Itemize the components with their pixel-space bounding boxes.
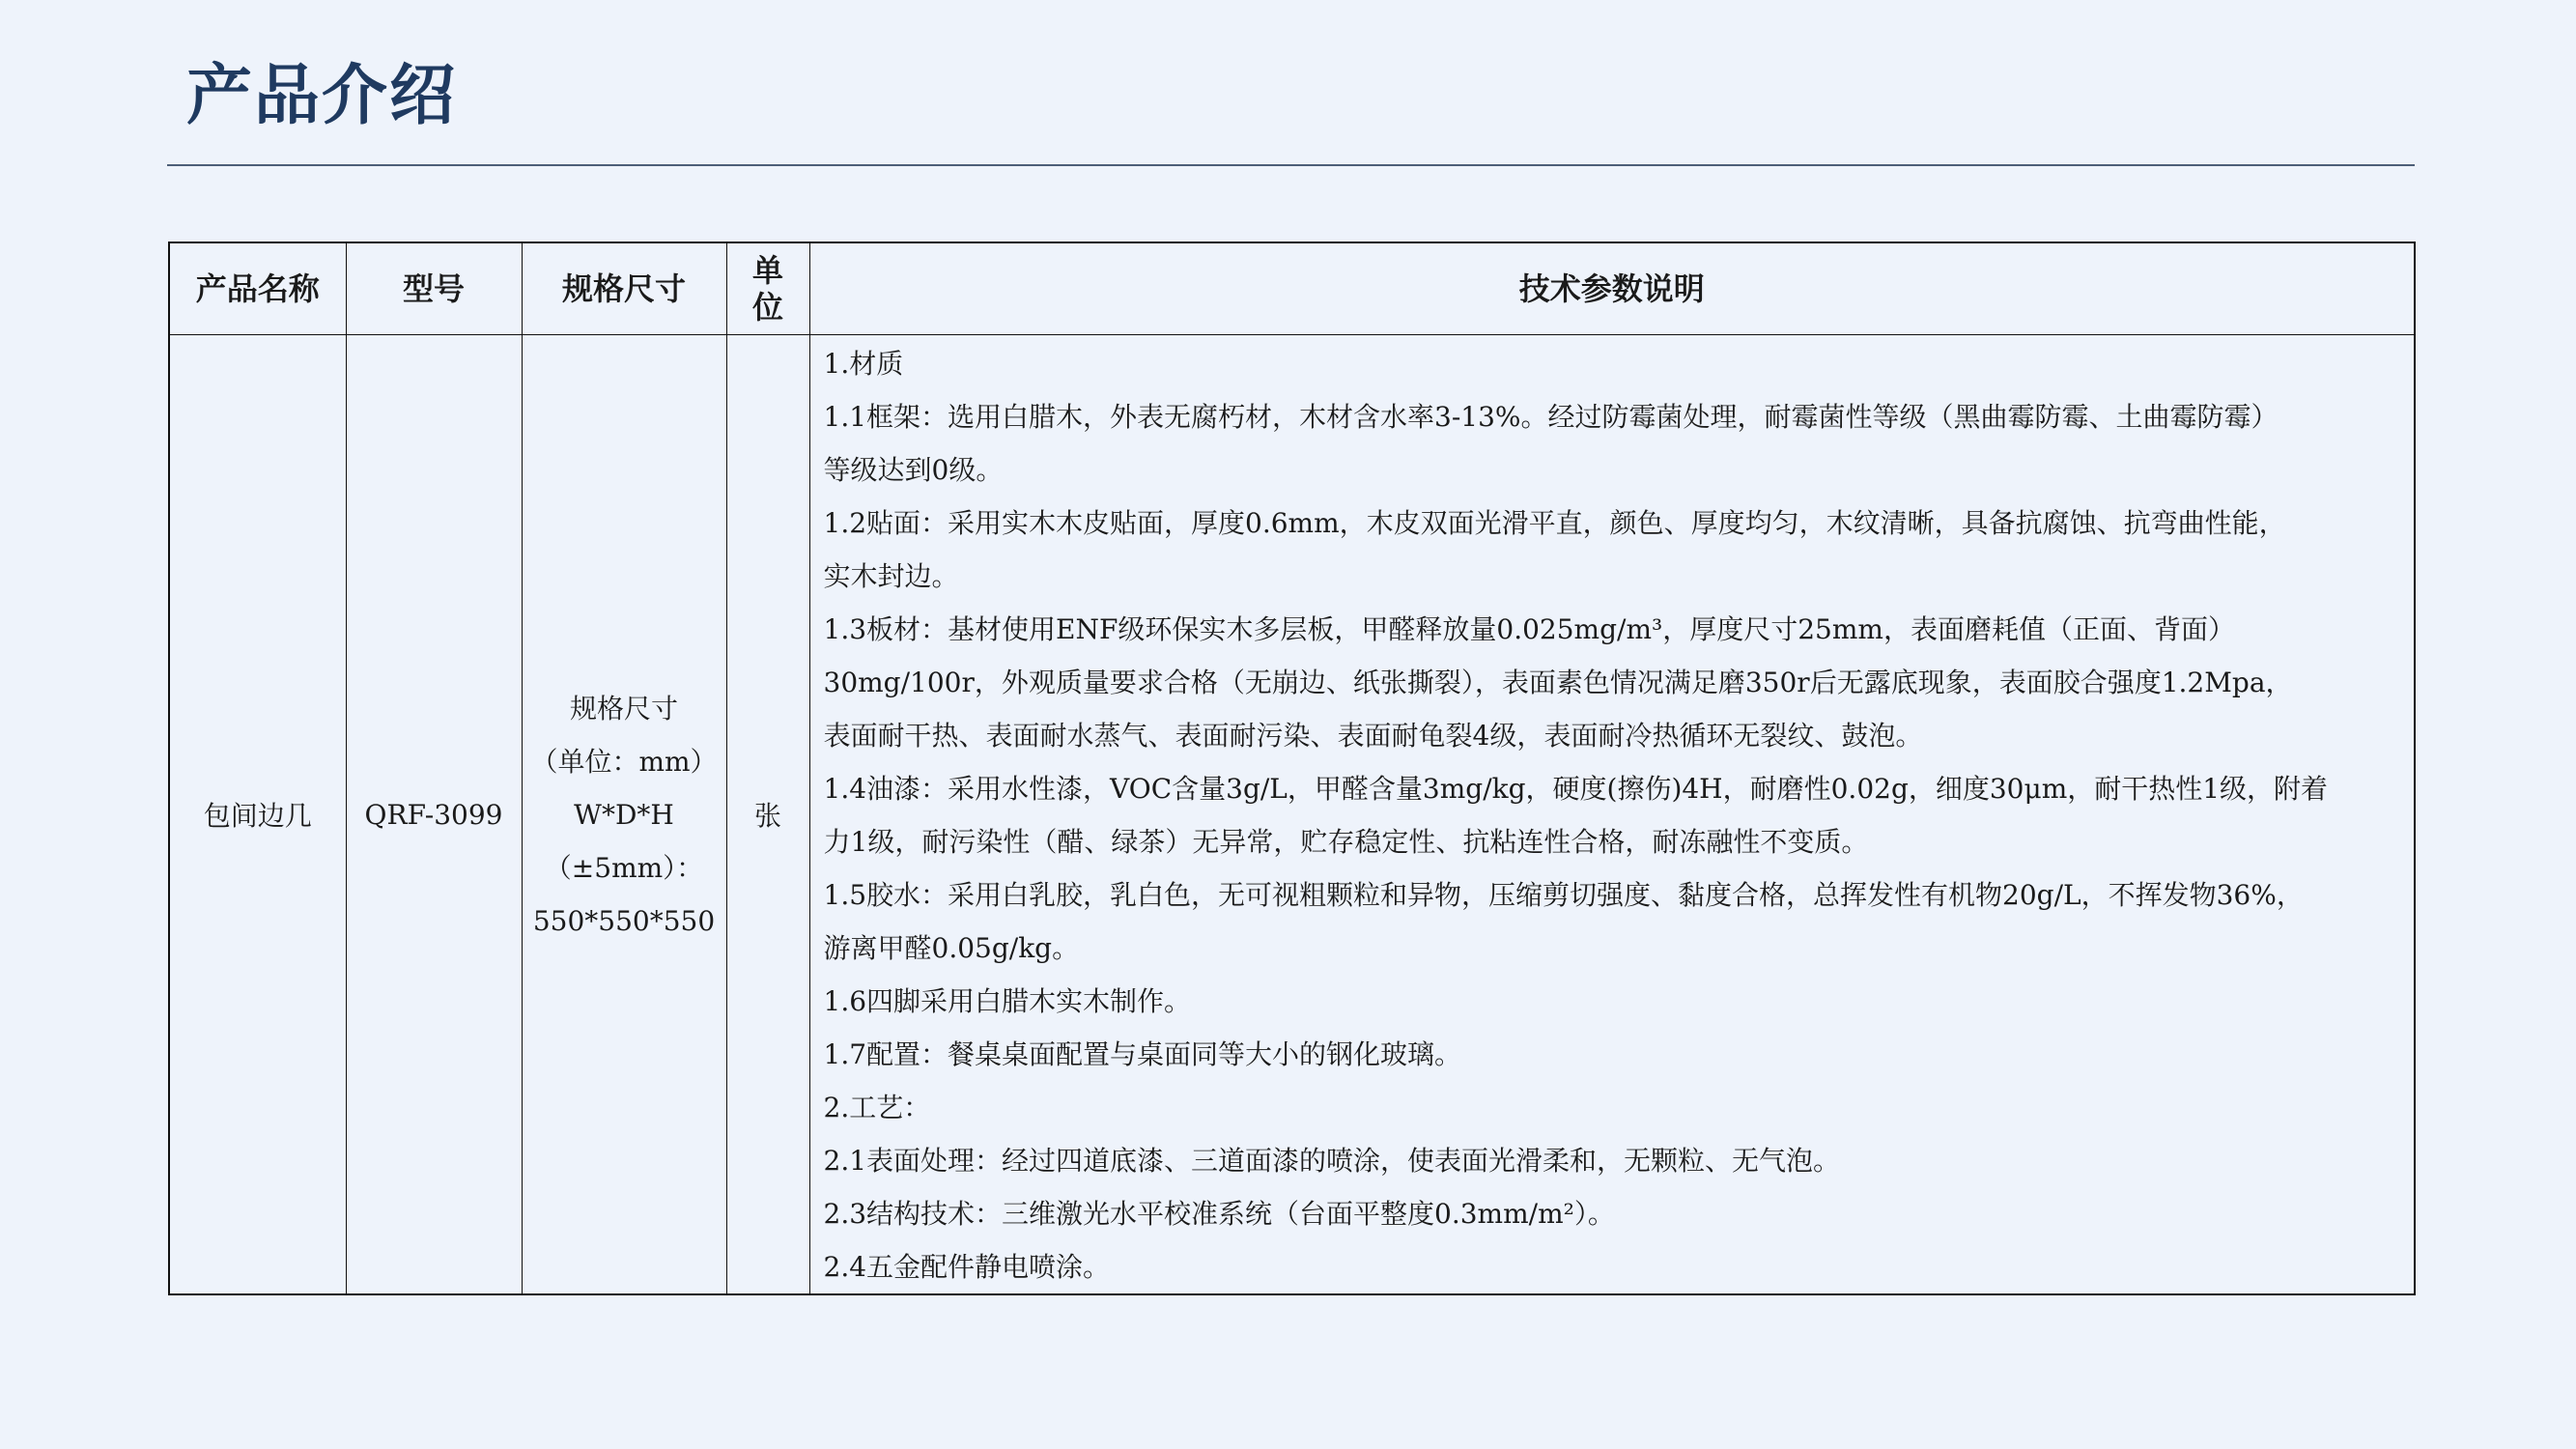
param-line: 1.材质 (823, 348, 904, 380)
page-title: 产品介绍 (186, 58, 458, 134)
header-unit-line-1: 单 (751, 252, 783, 289)
param-line: 实木封边。 (823, 560, 959, 592)
param-line: 等级达到0级。 (823, 454, 1004, 486)
spec-line: （±5mm）： (544, 851, 704, 884)
spec-line: W*D*H (574, 798, 674, 831)
param-line: 表面耐干热、表面耐水蒸气、表面耐污染、表面耐龟裂4级，表面耐冷热循环无裂纹、鼓泡。 (823, 720, 1923, 752)
spec-line: 规格尺寸 (569, 692, 678, 724)
cell-unit: 张 (726, 335, 809, 1295)
header-tech-params: 技术参数说明 (809, 242, 2415, 335)
spec-line: 550*550*550 (532, 904, 716, 937)
param-line: 1.3板材：基材使用ENF级环保实木多层板，甲醛释放量0.025mg/m³，厚度尺寸25mm，表面磨耗值（正面、背面） (823, 613, 2235, 645)
header-unit-line-2: 位 (751, 289, 783, 326)
param-line: 1.4油漆：采用水性漆，VOC含量3g/L，甲醛含量3mg/kg，硬度(擦伤)4H，耐磨性0.02g，细度30μm，耐干热性1级，附着 (823, 773, 2329, 805)
header-model: 型号 (346, 242, 522, 335)
param-line: 1.2贴面：采用实木木皮贴面，厚度0.6mm，木皮双面光滑平直，颜色、厚度均匀，木纹清晰，具备抗腐蚀、抗弯曲性能， (823, 507, 2286, 539)
spec-line: （单位：mm） (530, 745, 718, 778)
header-unit (726, 242, 809, 335)
title-divider (167, 164, 2415, 166)
header-spec: 规格尺寸 (522, 242, 726, 335)
cell-tech-params (809, 335, 2415, 1295)
cell-spec (522, 335, 726, 1295)
header-product-name: 产品名称 (169, 242, 346, 335)
param-line: 2.4五金配件静电喷涂。 (823, 1251, 1111, 1283)
param-line: 30mg/100r，外观质量要求合格（无崩边、纸张撕裂），表面素色情况满足磨350r后无露底现象，表面胶合强度1.2Mpa， (823, 667, 2293, 698)
param-line: 1.6四脚采用白腊木实木制作。 (823, 985, 1192, 1017)
param-line: 2.1表面处理：经过四道底漆、三道面漆的喷涂，使表面光滑柔和，无颗粒、无气泡。 (823, 1145, 1841, 1177)
param-line: 1.1框架：选用白腊木，外表无腐朽材，木材含水率3-13%。经过防霉菌处理，耐霉菌性等级（黑曲霉防霉、土曲霉防霉） (823, 401, 2279, 433)
param-line: 游离甲醛0.05g/kg。 (823, 932, 1080, 964)
table-header-row (169, 242, 2415, 335)
table-row (169, 335, 2415, 1295)
param-line: 1.5胶水：采用白乳胶，乳白色，无可视粗颗粒和异物，压缩剪切强度、黏度合格，总挥发性有机物20g/L，不挥发物36%， (823, 879, 2304, 911)
param-line: 1.7配置：餐桌桌面配置与桌面同等大小的钢化玻璃。 (823, 1038, 1462, 1070)
param-line: 力1级，耐污染性（醋、绿茶）无异常，贮存稳定性、抗粘连性合格，耐冻融性不变质。 (823, 826, 1869, 858)
cell-product-name: 包间边几 (169, 335, 346, 1295)
cell-model: QRF-3099 (346, 335, 522, 1295)
param-line: 2.工艺： (823, 1092, 931, 1123)
product-table (168, 242, 2416, 1295)
param-line: 2.3结构技术：三维激光水平校准系统（台面平整度0.3mm/m²）。 (823, 1198, 1615, 1230)
